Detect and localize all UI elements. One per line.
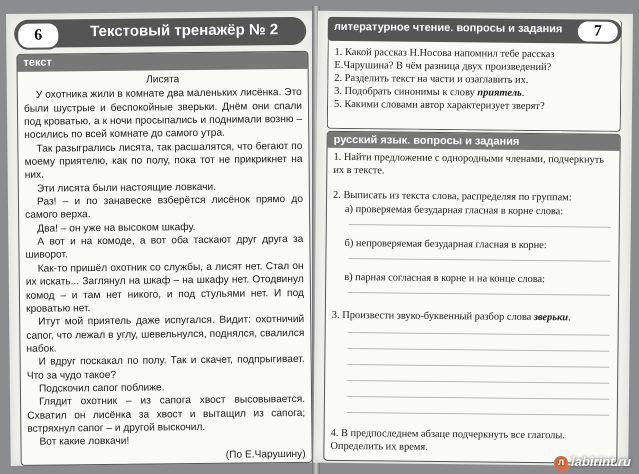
- rus-question-2a: а) проверяемая безударная гласная в корне слова:: [344, 203, 564, 218]
- russian-section-title: русский язык. вопросы и задания: [328, 132, 620, 151]
- story-paragraph: Как-то пришёл охотник со службы, а лисят нет. Стал он их искать... Заглянул на шкаф – на шкафу нет. Отодвинул комод – и там нет никого, и под стульями нет. И под кроватью нет.: [25, 260, 304, 315]
- answer-line: [349, 224, 611, 228]
- labirint-logo-icon: л: [554, 456, 568, 470]
- trainer-title: Текстовый тренажёр № 2: [90, 21, 279, 41]
- story-paragraph: Вот какие ловкачи!: [39, 436, 130, 448]
- answer-line: [348, 258, 610, 262]
- watermark: [554, 454, 631, 470]
- rus-question-3-word: зверьки: [533, 311, 569, 324]
- answer-line: [348, 332, 610, 336]
- page-number-left: 6: [16, 21, 60, 49]
- rus-question-2: 2. Выписать из текста слова, распределяя по группам:: [333, 189, 572, 204]
- story-author: (По Е.Чарушину): [225, 448, 306, 461]
- story-paragraph: Итут мой приятель даже испугался. Видит: охотничий сапог, что лежал в углу, шевельнулся, поднялся, свалился набок.: [26, 314, 305, 355]
- left-page: [6, 11, 319, 466]
- story-paragraph: Глядит охотник – из сапога хвост высовывается. Схватил он лисёнка за хвост и вытащил из сапога; встряхнул сапог – и другой выскочил.: [27, 394, 306, 435]
- answer-line: [347, 364, 609, 368]
- story-paragraph: У охотника жили в комнате два маленьких лисёнка. Это были шустрые и беспокойные зверьки. Днём они спали под кроватью, а к ночи просыпались и поднимали возню – носились по всей комнате до самого утра.: [23, 87, 303, 142]
- story-paragraph: Так разыгрались лисята, так расшалятся, что бегают по моему приятелю, как по полу, пока тот не прикрикнет на них.: [24, 140, 303, 182]
- lit-question-3-word: приятель: [477, 87, 522, 99]
- story-paragraph: Эти лисята были настоящие ловкачи.: [36, 181, 217, 195]
- rus-question-4: 4. В предпоследнем абзаце подчеркнуть все глаголы. Определить их время.: [330, 427, 565, 453]
- rus-question-3: 3. Произвести звуко-буквенный разбор слова зверьки.: [331, 309, 571, 324]
- page-number-right: 7: [576, 19, 620, 43]
- answer-line: [347, 380, 609, 384]
- literature-section-title: литературное чтение. вопросы и задания: [333, 20, 563, 36]
- story-paragraph: Два! – он уже на высоком шкафу.: [37, 221, 196, 235]
- right-header: [328, 17, 622, 44]
- answer-line: [347, 348, 609, 352]
- story-paragraph: А вот и на комоде, а вот оба таскают друг друга за шиворот.: [25, 234, 304, 262]
- lit-question-2: 2. Разделить текст на части и озаглавить их.: [334, 72, 529, 86]
- lit-question-3-text: 3. Подобрать синонимы к слову: [334, 85, 475, 99]
- lit-question-1: 1. Какой рассказ Н.Носова напомнил тебе рассказ Е.Чарушина? В чём разница двух произведений?: [334, 46, 555, 73]
- text-frame-label: текст: [17, 52, 307, 72]
- text-frame: [16, 51, 312, 466]
- rus-question-2c: в) парная согласная в корне и на конце слова:: [344, 271, 546, 286]
- rus-question-2b: б) непроверяемая безударная гласная в корне:: [344, 237, 547, 252]
- story-paragraph: Раз! – и по занавеске взберётся лисёнок прямо до самого верха.: [25, 193, 304, 222]
- russian-tasks-box: [323, 131, 620, 464]
- story-paragraph: Подскочил сапог поближе.: [38, 382, 165, 395]
- story-body: [24, 72, 306, 464]
- right-page: [313, 11, 633, 466]
- rus-question-1: 1. Найти предложение с однородными членами, подчеркнуть их в тексте.: [333, 151, 605, 176]
- left-header: [14, 17, 306, 48]
- watermark-text: labirint.ru: [571, 454, 631, 470]
- rus-question-3-text: 3. Произвести звуко-буквенный разбор слова: [331, 309, 532, 323]
- story-paragraph: И вдруг поскакал по полу. Так и скачет, подпрыгивает. Что за чудо такое?: [26, 354, 305, 382]
- story-title: Лисята: [146, 74, 180, 86]
- answer-line: [347, 396, 609, 400]
- lit-question-3: 3. Подобрать синонимы к слову приятель.: [334, 85, 525, 99]
- answer-line: [347, 412, 609, 416]
- answer-line: [348, 292, 610, 296]
- lit-question-5: 5. Какими словами автор характеризует зверят?: [333, 98, 545, 113]
